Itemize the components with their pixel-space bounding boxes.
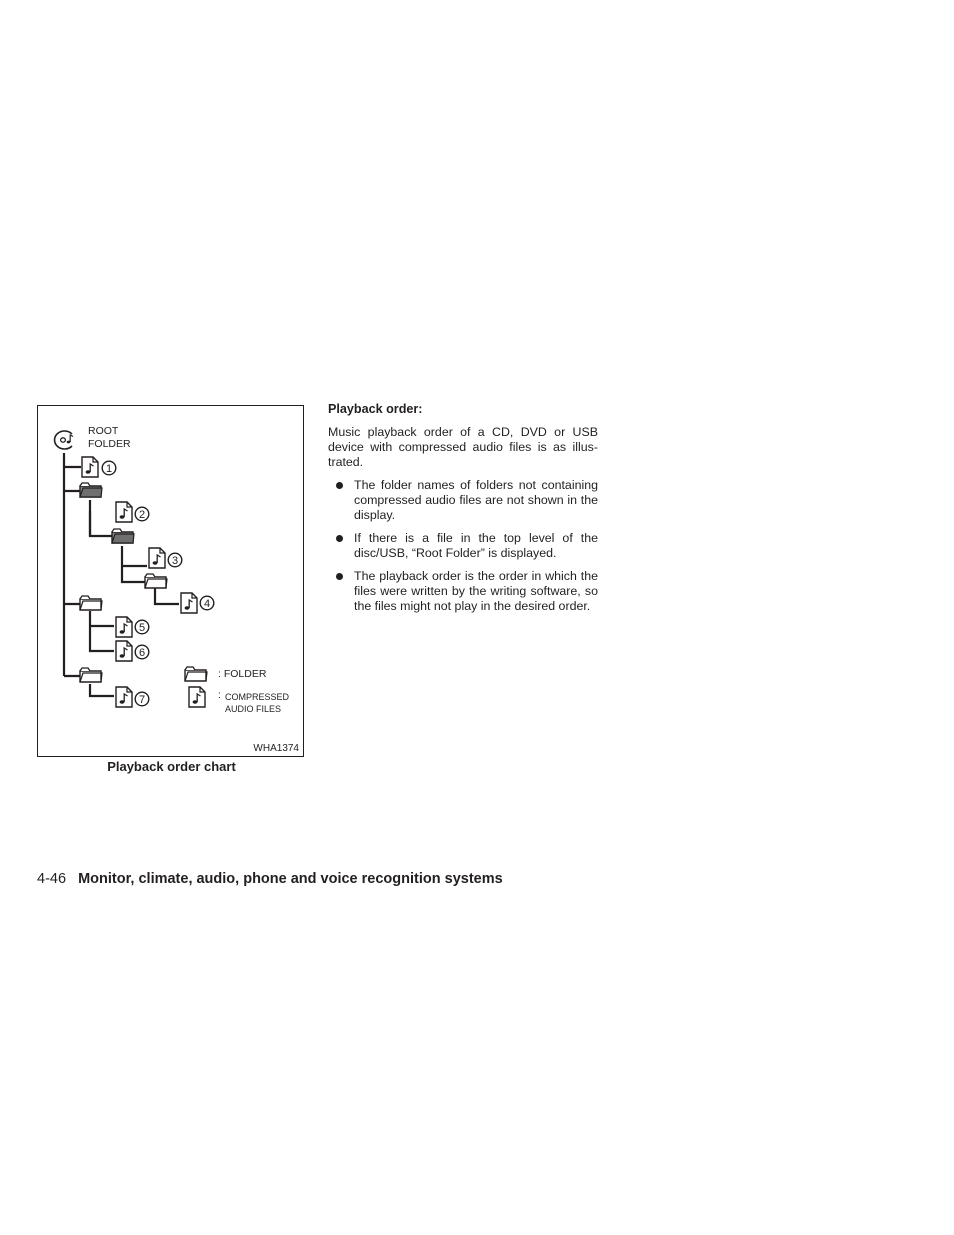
disc-icon <box>55 431 73 449</box>
folder-icon <box>80 668 102 682</box>
list-item <box>328 478 598 523</box>
audio-file-icon <box>116 641 132 661</box>
order-number: 2 <box>138 509 146 521</box>
folder-icon <box>145 574 167 588</box>
legend-file-label-line1: COMPRESSED <box>225 692 290 702</box>
bullet-dot <box>336 482 343 489</box>
bullet-text: The folder names of folders not containing compressed audio files are not shown in the display. <box>354 478 598 522</box>
bullet-text: If there is a file in the top level of the disc/USB, “Root Folder” is displayed. <box>354 531 598 560</box>
order-number: 6 <box>138 647 146 659</box>
order-number: 5 <box>138 622 146 634</box>
audio-file-icon <box>149 548 165 568</box>
bullet-list <box>328 478 598 614</box>
bullet-dot <box>336 535 343 542</box>
folder-icon <box>80 596 102 610</box>
playback-order-section <box>328 402 598 622</box>
folder-tree-diagram <box>38 406 305 758</box>
section-heading: Playback order: <box>328 402 423 416</box>
audio-file-icon <box>181 593 197 613</box>
audio-file-icon <box>116 687 132 707</box>
list-item <box>328 531 598 561</box>
intro-paragraph: Music playback order of a CD, DVD or USB device with compressed audio files is as illus-trated. <box>328 425 598 469</box>
legend-file-colon: : <box>218 689 221 701</box>
figure-code: WHA1374 <box>253 743 299 754</box>
order-number: 4 <box>203 598 211 610</box>
order-number: 3 <box>171 555 179 567</box>
legend-file-icon <box>189 687 205 707</box>
order-number: 7 <box>138 694 146 706</box>
figure-caption: Playback order chart <box>107 759 236 774</box>
bullet-text: The playback order is the order in which the files were written by the writing software, so the files might not play in the desired order. <box>354 569 598 613</box>
audio-file-icon <box>82 457 98 477</box>
order-number: 1 <box>105 463 113 475</box>
root-label-line2: FOLDER <box>88 438 131 450</box>
legend-folder-icon <box>185 667 207 681</box>
page-footer <box>37 871 503 887</box>
root-label-line1: ROOT <box>88 425 119 437</box>
legend-folder-label: : FOLDER <box>218 668 267 680</box>
chapter-title: Monitor, climate, audio, phone and voice recognition systems <box>78 871 503 887</box>
playback-order-figure <box>37 405 304 757</box>
audio-file-icon <box>116 502 132 522</box>
folder-icon <box>80 483 102 497</box>
page-number: 4-46 <box>37 871 67 887</box>
audio-file-icon <box>116 617 132 637</box>
legend-file-label-line2: AUDIO FILES <box>225 704 282 714</box>
list-item <box>328 569 598 614</box>
folder-icon <box>112 529 134 543</box>
bullet-dot <box>336 573 343 580</box>
